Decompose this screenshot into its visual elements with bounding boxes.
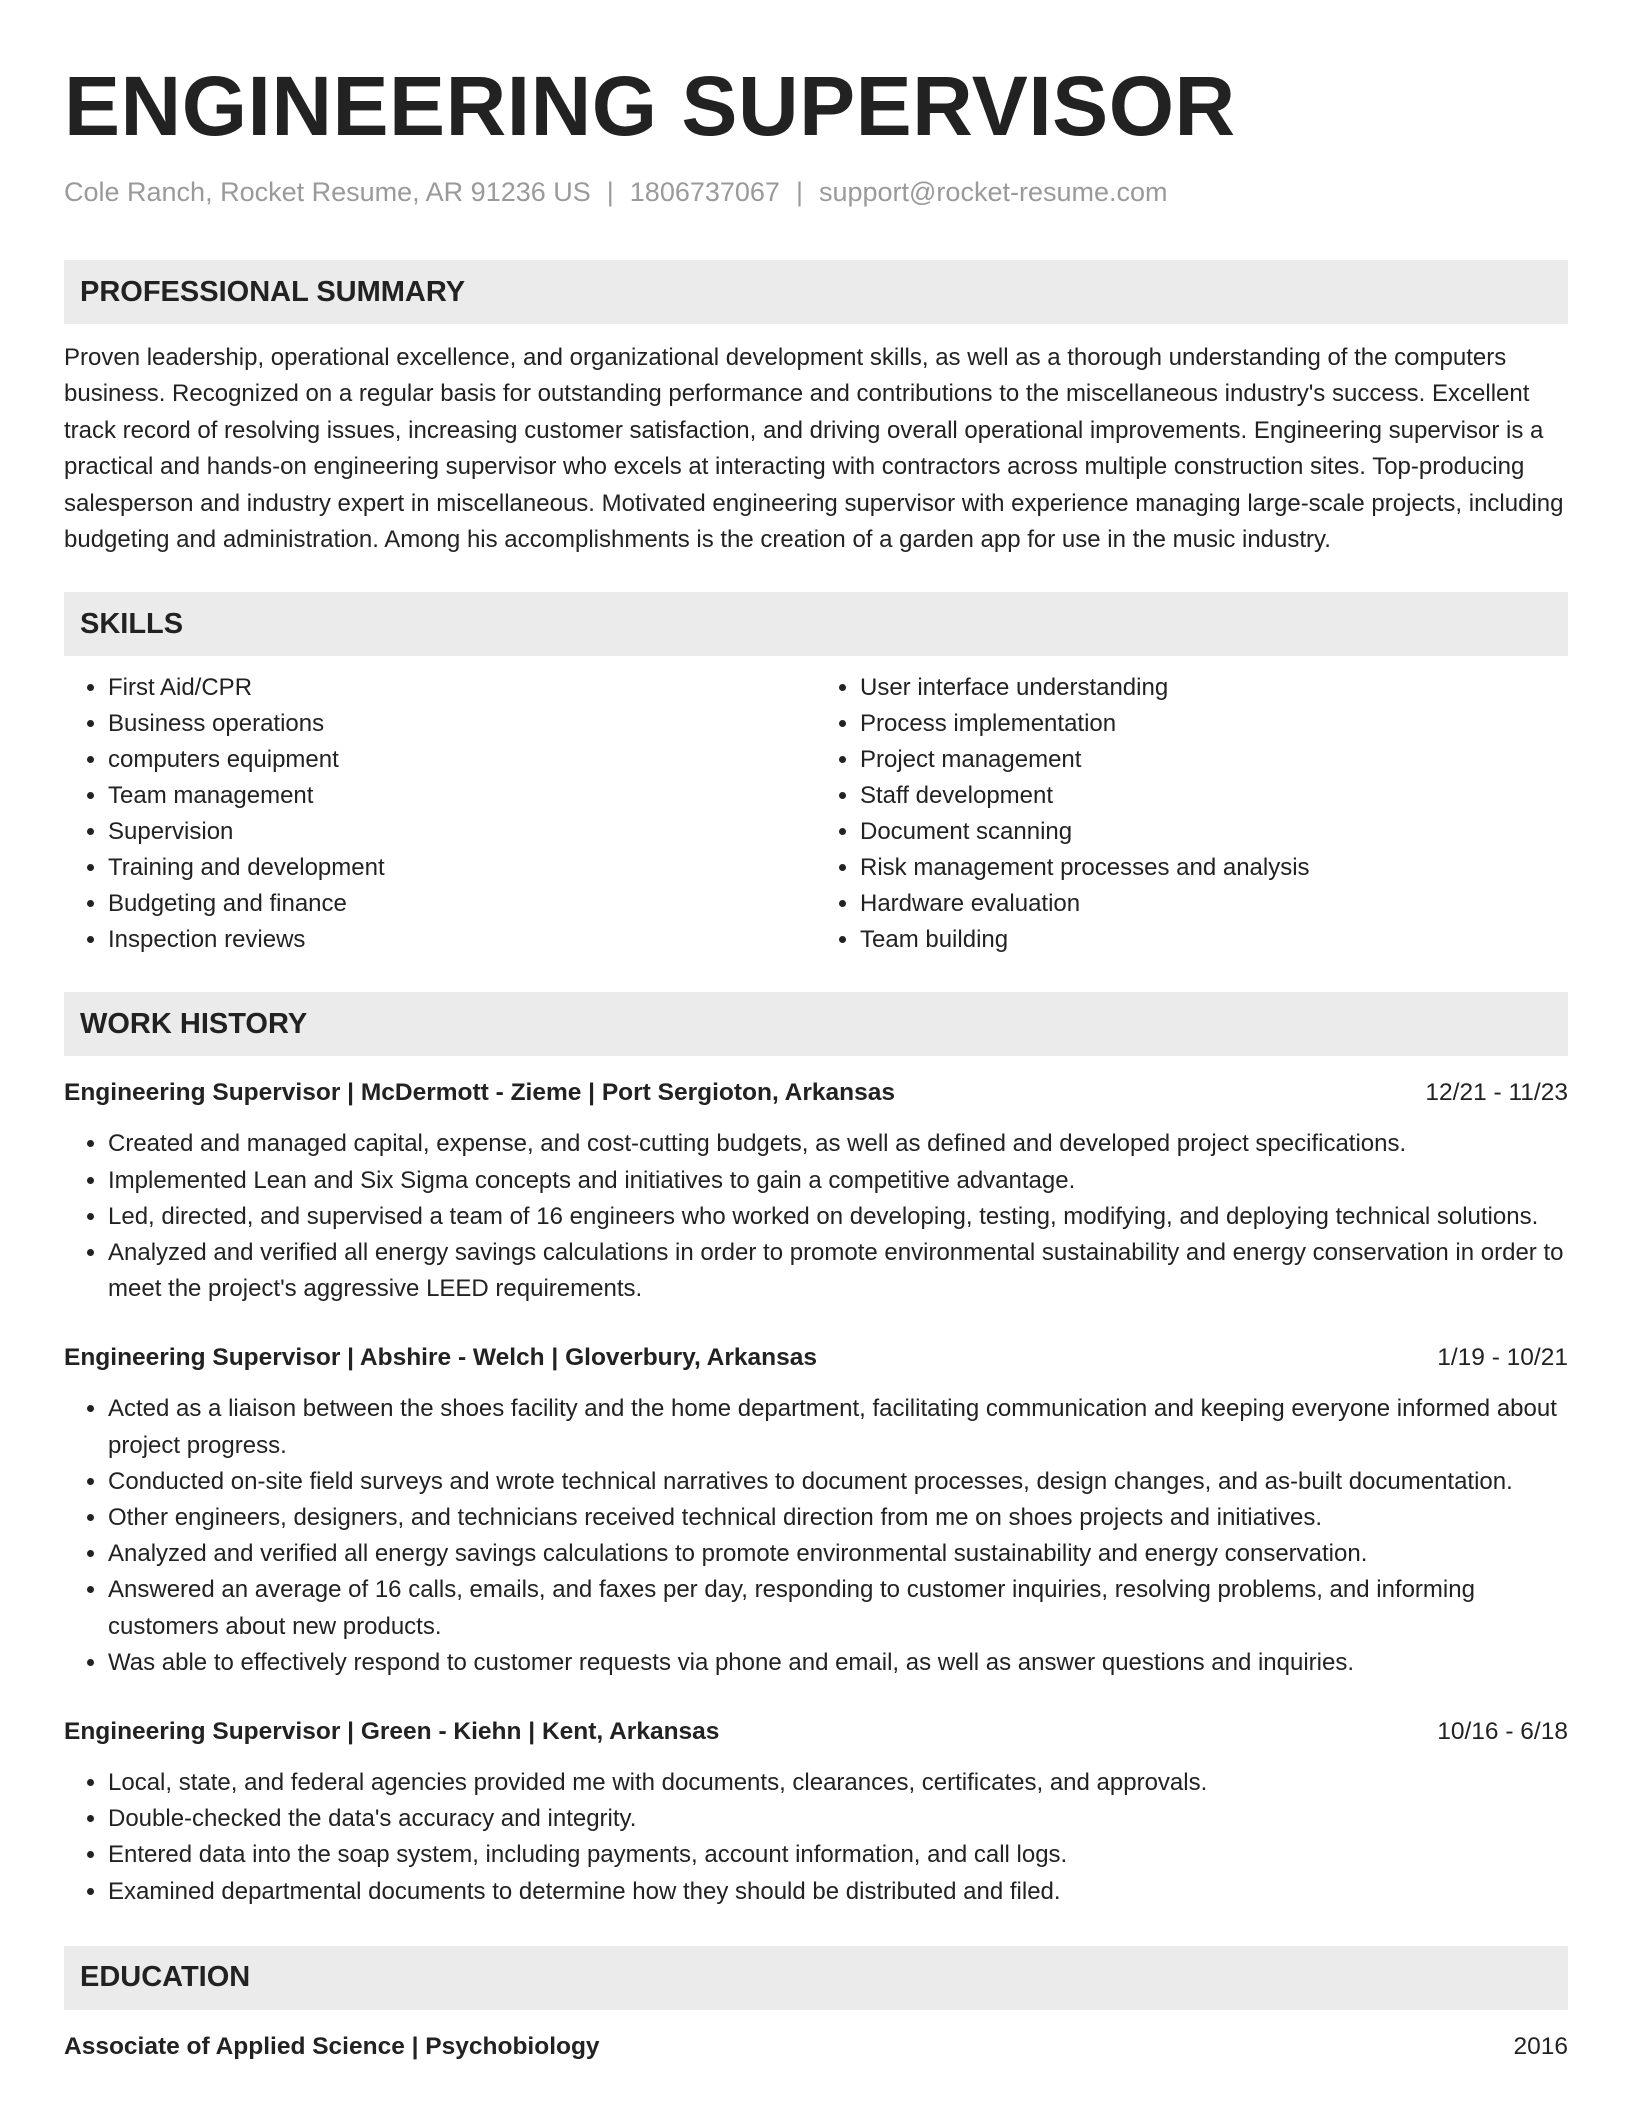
skill-item: • User interface understanding — [860, 670, 1568, 706]
job-bullet: • Entered data into the soap system, including payments, account information, and call logs. — [108, 1837, 1568, 1873]
job-bullet: • Analyzed and verified all energy savings calculations to promote environmental sustainability and energy conservation. — [108, 1536, 1568, 1572]
resume-title: ENGINEERING SUPERVISOR — [64, 59, 1236, 153]
job-bullet: • Answered an average of 16 calls, emails, and faxes per day, responding to customer inquiries, resolving problems, and informing customers about new products. — [108, 1572, 1568, 1644]
job-header — [64, 1076, 1568, 1110]
job-title: Engineering Supervisor | Abshire - Welch | Gloverbury, Arkansas — [64, 1344, 818, 1372]
skill-item: • Document scanning — [860, 814, 1568, 850]
job-bullet: • Double-checked the data's accuracy and integrity. — [108, 1801, 1568, 1837]
job-entry — [64, 1715, 1568, 1910]
job-dates: 12/21 - 11/23 — [1425, 1079, 1568, 1107]
skill-item: • Training and development — [108, 850, 816, 886]
education-degree: Associate of Applied Science | Psychobiology — [64, 2032, 600, 2060]
summary-section — [64, 260, 1568, 558]
skill-item: • Hardware evaluation — [860, 886, 1568, 922]
education-year: 2016 — [1513, 2032, 1568, 2060]
summary-text: Proven leadership, operational excellence, and organizational development skills, as well as a thorough understanding of the computers business. Recognized on a regular basis for outstanding performance and contributions to the miscellaneous industry's success. Excellent track record of resolving issues, increasing customer satisfaction, and driving overall operational improvements. Engineering supervisor is a practical and hands-on engineering supervisor who excels at interacting with contractors across multiple construction sites. Top-producing salesperson and industry expert in miscellaneous. Motivated engineering supervisor with experience managing large-scale projects, including budgeting and administration. Among his accomplishments is the creation of a garden app for use in the music industry. — [64, 344, 1564, 554]
skill-item: • Supervision — [108, 814, 816, 850]
job-bullet: • Examined departmental documents to determine how they should be distributed and filed. — [108, 1874, 1568, 1910]
skills-list-left — [64, 670, 816, 958]
job-bullets — [64, 1765, 1568, 1910]
skills-heading: SKILLS — [64, 592, 1568, 656]
skill-item: • Team building — [860, 922, 1568, 958]
contact-separator: | — [795, 177, 803, 207]
job-bullet: • Conducted on-site field surveys and wrote technical narratives to document processes, design changes, and as-built documentation. — [108, 1464, 1568, 1500]
job-header — [64, 1715, 1568, 1749]
work-history-heading: WORK HISTORY — [64, 992, 1568, 1056]
skills-list-right — [816, 670, 1568, 958]
job-bullets — [64, 1126, 1568, 1307]
job-title: Engineering Supervisor | Green - Kiehn | Kent, Arkansas — [64, 1718, 720, 1746]
job-bullet: • Implemented Lean and Six Sigma concepts and initiatives to gain a competitive advantage. — [108, 1163, 1568, 1199]
job-bullet: • Acted as a liaison between the shoes facility and the home department, facilitating communication and keeping everyone informed about project progress. — [108, 1391, 1568, 1463]
education-heading: EDUCATION — [64, 1946, 1568, 2010]
work-history-section — [64, 992, 1568, 1909]
skills-columns — [64, 670, 1568, 958]
contact-phone: 1806737067 — [629, 177, 780, 207]
job-bullet: • Other engineers, designers, and technicians received technical direction from me on shoes projects and initiatives. — [108, 1500, 1568, 1536]
job-dates: 1/19 - 10/21 — [1437, 1344, 1568, 1372]
skill-item: • Business operations — [108, 706, 816, 742]
job-entry — [64, 1341, 1568, 1681]
job-bullet: • Local, state, and federal agencies provided me with documents, clearances, certificates, and approvals. — [108, 1765, 1568, 1801]
contact-line — [64, 174, 1568, 210]
skills-section — [64, 592, 1568, 958]
job-bullets — [64, 1391, 1568, 1681]
job-dates: 10/16 - 6/18 — [1437, 1718, 1568, 1746]
skill-item: • computers equipment — [108, 742, 816, 778]
summary-heading: PROFESSIONAL SUMMARY — [64, 260, 1568, 324]
job-bullet: • Created and managed capital, expense, and cost-cutting budgets, as well as defined and developed project specifications. — [108, 1126, 1568, 1162]
skill-item: • Budgeting and finance — [108, 886, 816, 922]
job-bullet: • Was able to effectively respond to customer requests via phone and email, as well as answer questions and inquiries. — [108, 1645, 1568, 1681]
skill-item: • Risk management processes and analysis — [860, 850, 1568, 886]
education-section — [64, 1946, 1568, 2064]
skill-item: • Inspection reviews — [108, 922, 816, 958]
education-entry — [64, 2030, 1568, 2064]
contact-email: support@rocket-resume.com — [818, 177, 1168, 207]
skill-item: • Team management — [108, 778, 816, 814]
contact-address: Cole Ranch, Rocket Resume, AR 91236 US — [64, 177, 591, 207]
skill-item: • First Aid/CPR — [108, 670, 816, 706]
skill-item: • Staff development — [860, 778, 1568, 814]
contact-separator: | — [606, 177, 614, 207]
skill-item: • Process implementation — [860, 706, 1568, 742]
skill-item: • Project management — [860, 742, 1568, 778]
job-title: Engineering Supervisor | McDermott - Zieme | Port Sergioton, Arkansas — [64, 1079, 896, 1107]
job-entry — [64, 1076, 1568, 1307]
job-bullet: • Led, directed, and supervised a team of 16 engineers who worked on developing, testing, modifying, and deploying technical solutions. — [108, 1199, 1568, 1235]
job-header — [64, 1341, 1568, 1375]
job-bullet: • Analyzed and verified all energy savings calculations in order to promote environmental sustainability and energy conservation in order to meet the project's aggressive LEED requirements. — [108, 1235, 1568, 1307]
